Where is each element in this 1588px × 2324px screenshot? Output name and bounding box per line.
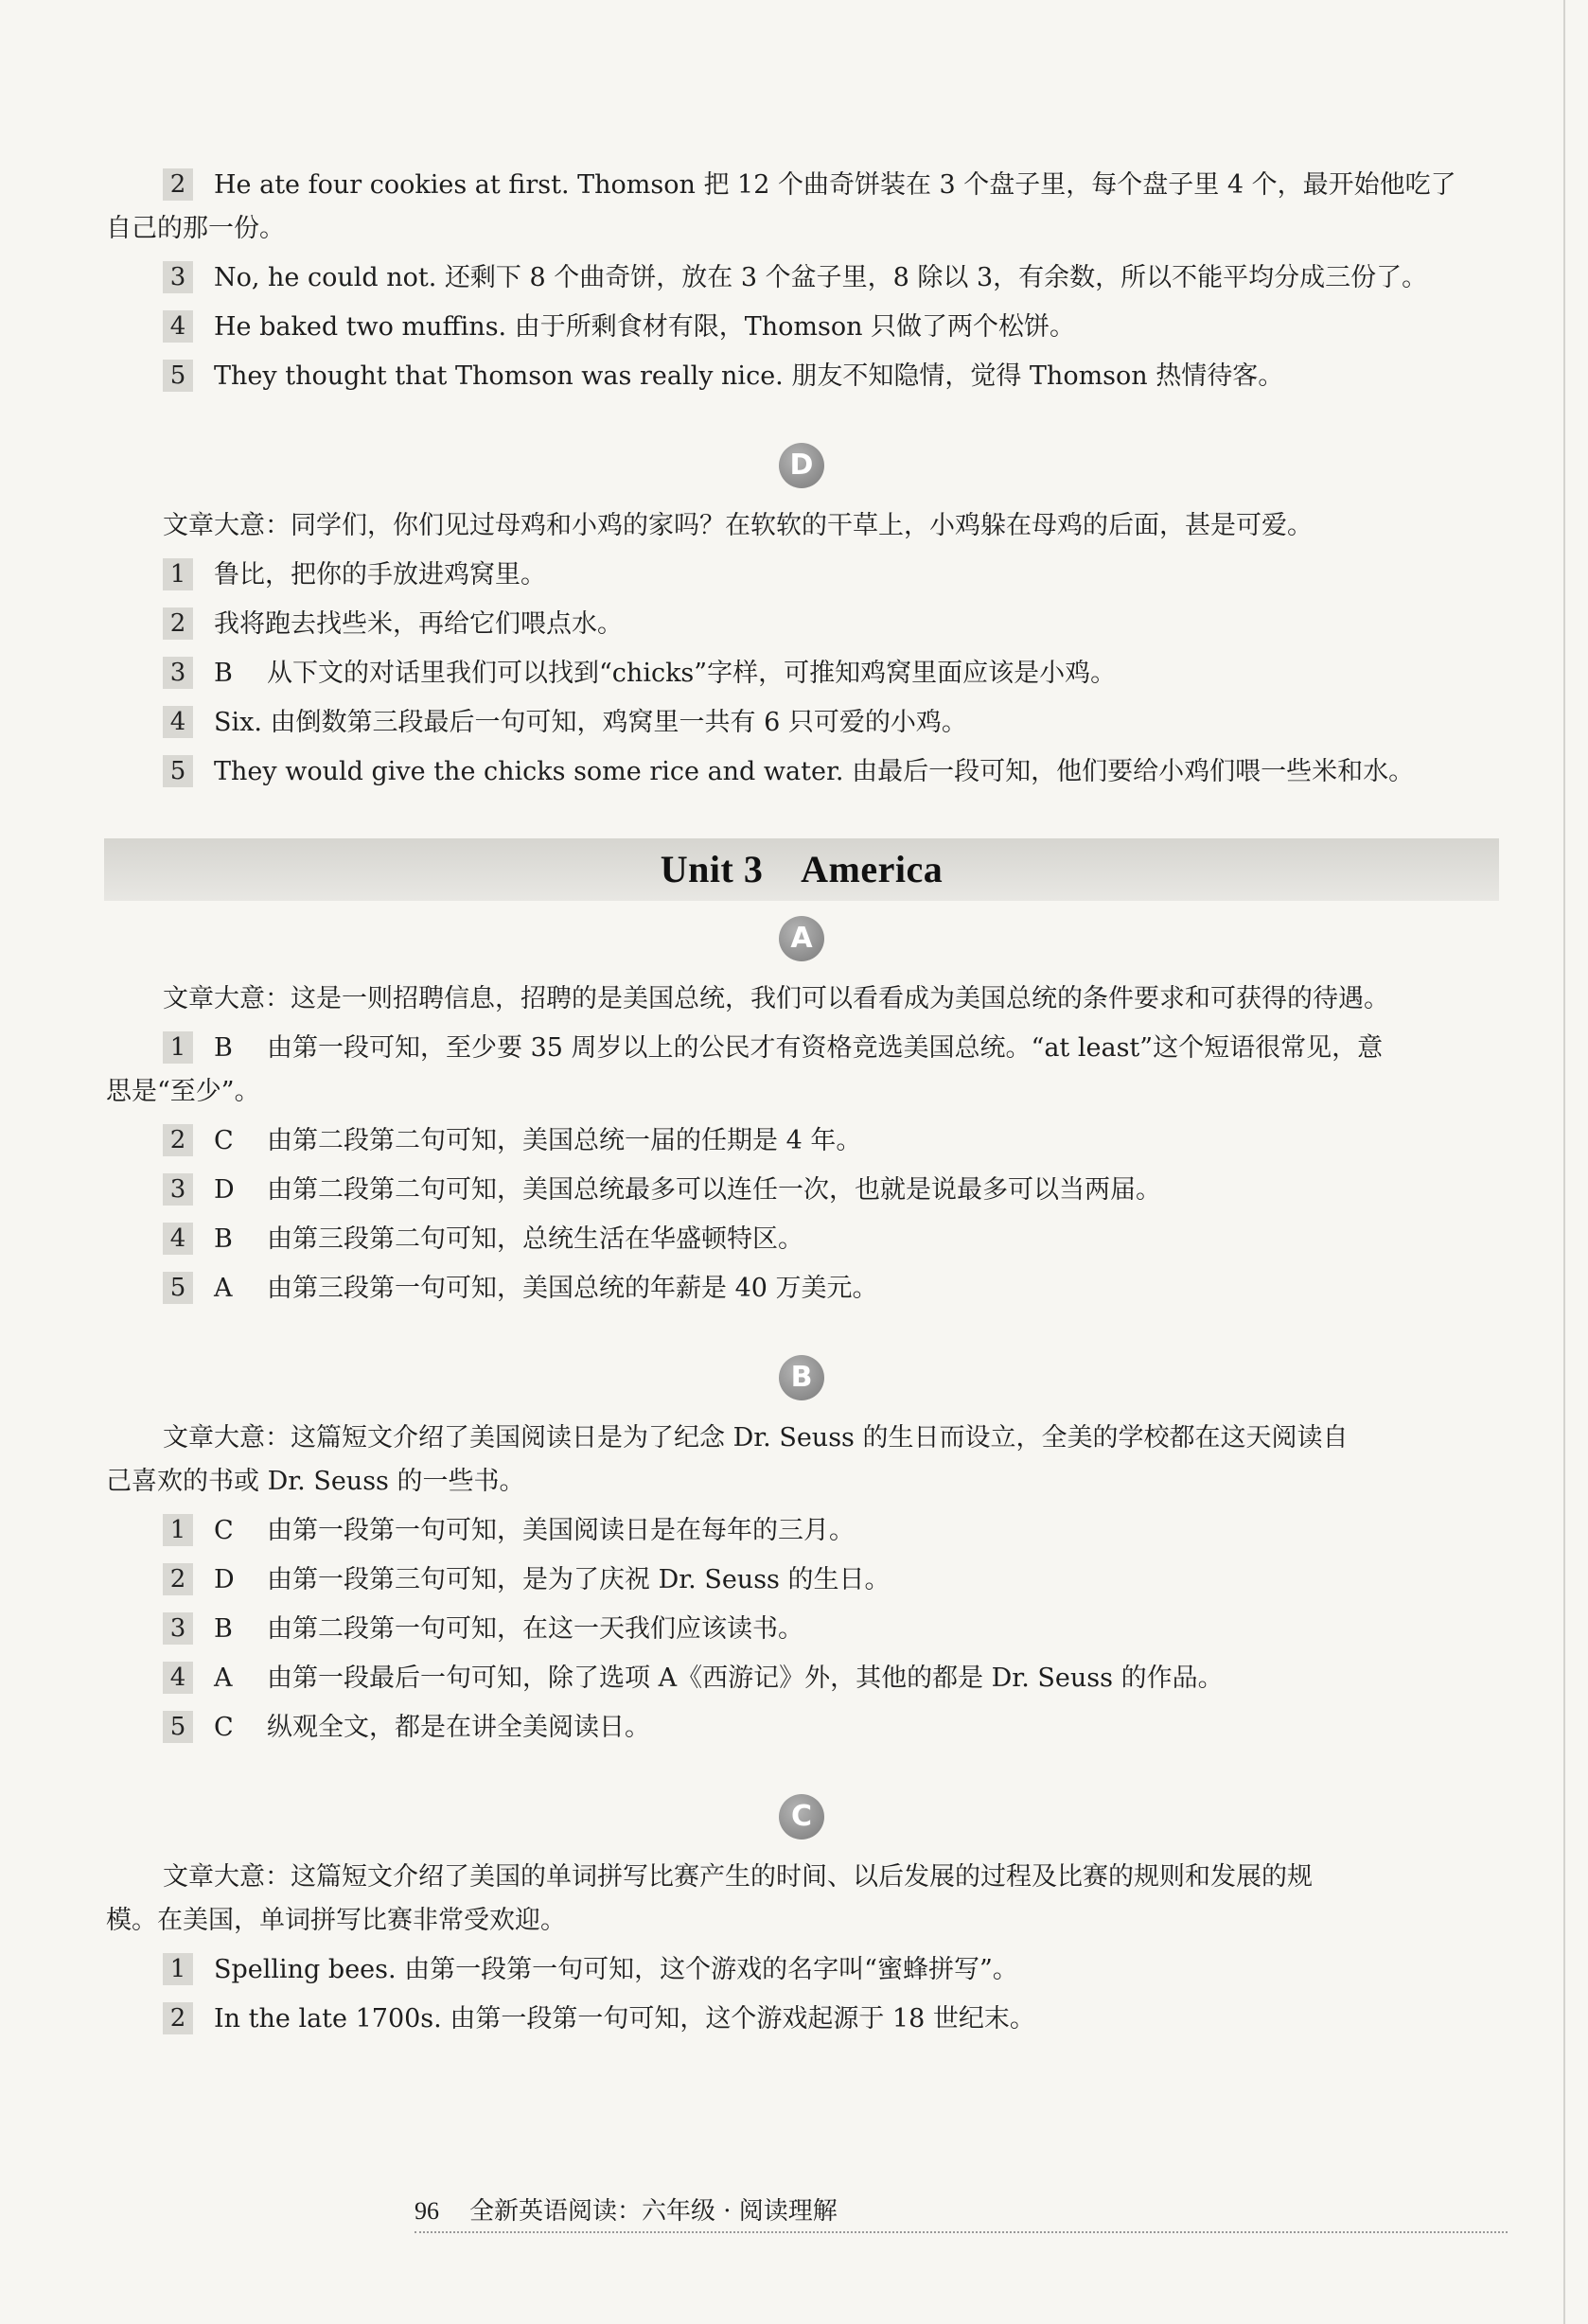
unit-title: Unit 3 America: [660, 848, 944, 890]
answer-row: [106, 706, 1497, 740]
section-c: [106, 1794, 1497, 2036]
article-gist-continuation: 己喜欢的书或 Dr. Seuss 的一些书。: [106, 1467, 525, 1496]
question-number: 2: [163, 168, 193, 201]
answer-row: [106, 1223, 1497, 1257]
page-edge-line: [1563, 0, 1565, 2324]
answer-letter: D: [214, 1565, 235, 1594]
answer-text: Six. 由倒数第三段最后一句可知，鸡窝里一共有 6 只可爱的小鸡。: [214, 708, 967, 737]
answer-text: 由第一段第三句可知，是为了庆祝 Dr. Seuss 的生日。: [267, 1565, 891, 1594]
answer-text: In the late 1700s. 由第一段第一句可知，这个游戏起源于 18 世纪末。: [214, 2004, 1035, 2034]
question-number: 4: [163, 310, 193, 343]
book-title: 全新英语阅读：六年级 · 阅读理解: [469, 2197, 838, 2226]
answer-row: [106, 168, 1497, 202]
answer-text: 由第二段第二句可知，美国总统最多可以连任一次，也就是说最多可以当两届。: [267, 1175, 1161, 1205]
answer-text: They would give the chicks some rice and water. 由最后一段可知，他们要给小鸡们喂一些米和水。: [214, 757, 1415, 786]
section-badge-b: B: [779, 1355, 824, 1400]
answer-text: He baked two muffins. 由于所剩食材有限，Thomson 只做了两个松饼。: [214, 312, 1076, 342]
answer-text: 由第三段第二句可知，总统生活在华盛顿特区。: [267, 1224, 803, 1254]
answer-row: [106, 1953, 1497, 1987]
section-d: [106, 443, 1497, 789]
answer-row: [106, 1272, 1497, 1306]
page-number: 96: [415, 2197, 439, 2225]
answer-text: Spelling bees. 由第一段第一句可知，这个游戏的名字叫“蜜蜂拼写”。: [214, 1955, 1018, 1984]
question-number: 5: [163, 360, 193, 392]
question-number: 2: [163, 2002, 193, 2034]
question-number: 1: [163, 558, 193, 590]
question-number: 1: [163, 1031, 193, 1064]
question-number: 3: [163, 1173, 193, 1206]
question-number: 5: [163, 1272, 193, 1304]
answer-row: [106, 310, 1497, 344]
answer-row: [106, 1711, 1497, 1745]
answer-text: 从下文的对话里我们可以找到“chicks”字样，可推知鸡窝里面应该是小鸡。: [267, 659, 1117, 688]
answer-letter: C: [214, 1516, 234, 1545]
answer-row: [106, 1124, 1497, 1158]
section-b: [106, 1355, 1497, 1745]
answer-row: [106, 1612, 1497, 1646]
answer-row: [106, 1563, 1497, 1597]
question-number: 5: [163, 755, 193, 787]
answer-letter: B: [214, 1614, 233, 1644]
section-badge-d: D: [779, 443, 824, 488]
answer-text: 纵观全文，都是在讲全美阅读日。: [267, 1713, 650, 1742]
question-number: 4: [163, 1223, 193, 1255]
answer-continuation: 自己的那一份。: [106, 214, 285, 243]
answer-row: [106, 1031, 1497, 1065]
question-number: 5: [163, 1711, 193, 1743]
content: [106, 168, 1497, 2051]
question-number: 1: [163, 1953, 193, 1985]
article-gist-continuation: 模。在美国，单词拼写比赛非常受欢迎。: [106, 1906, 566, 1935]
answer-text: 由第一段第一句可知，美国阅读日是在每年的三月。: [267, 1516, 855, 1545]
question-number: 1: [163, 1514, 193, 1546]
answer-letter: C: [214, 1713, 234, 1742]
answer-row: [106, 360, 1497, 394]
question-number: 2: [163, 1124, 193, 1156]
answer-letter: D: [214, 1175, 235, 1205]
answer-letter: C: [214, 1126, 234, 1155]
answer-letter: A: [214, 1664, 233, 1693]
question-number: 2: [163, 607, 193, 640]
question-number: 3: [163, 657, 193, 689]
article-gist: 文章大意：这篇短文介绍了美国的单词拼写比赛产生的时间、以后发展的过程及比赛的规则和发展的规: [163, 1862, 1313, 1892]
article-gist: 文章大意：同学们，你们见过母鸡和小鸡的家吗？在软软的干草上，小鸡躲在母鸡的后面，甚是可爱。: [163, 511, 1313, 540]
question-number: 2: [163, 1563, 193, 1595]
answer-row: [106, 657, 1497, 691]
answer-row: [106, 1662, 1497, 1696]
answer-letter: A: [214, 1274, 233, 1303]
answer-text: They thought that Thomson was really nice. 朋友不知隐情，觉得 Thomson 热情待客。: [214, 361, 1284, 391]
question-number: 4: [163, 1662, 193, 1694]
answer-row: [106, 2002, 1497, 2036]
answer-row: [106, 558, 1497, 592]
answer-text: 我将跑去找些米，再给它们喂点水。: [214, 609, 623, 639]
answer-text: 由第二段第一句可知，在这一天我们应该读书。: [267, 1614, 803, 1644]
article-gist: 文章大意：这是一则招聘信息，招聘的是美国总统，我们可以看看成为美国总统的条件要求和可获得的待遇。: [163, 984, 1389, 1013]
answer-text: 由第二段第二句可知，美国总统一届的任期是 4 年。: [267, 1126, 862, 1155]
answer-text: He ate four cookies at first. Thomson 把 12 个曲奇饼装在 3 个盘子里，每个盘子里 4 个，最开始他吃了: [214, 170, 1456, 200]
top-answers: [106, 168, 1497, 394]
question-number: 4: [163, 706, 193, 738]
answer-letter: B: [214, 659, 233, 688]
answer-row: [106, 607, 1497, 642]
section-a: [106, 916, 1497, 1306]
unit-title-bar: [104, 838, 1499, 901]
section-badge-a: A: [779, 916, 824, 961]
question-number: 3: [163, 261, 193, 293]
answer-row: [106, 755, 1497, 789]
page-footer: [415, 2195, 1508, 2233]
answer-row: [106, 1173, 1497, 1207]
answer-letter: B: [214, 1033, 233, 1063]
answer-text: 由第三段第一句可知，美国总统的年薪是 40 万美元。: [267, 1274, 878, 1303]
answer-row: [106, 1514, 1497, 1548]
answer-continuation: 思是“至少”。: [106, 1077, 260, 1106]
answer-text: 鲁比，把你的手放进鸡窝里。: [214, 560, 546, 590]
question-number: 3: [163, 1612, 193, 1645]
answer-letter: B: [214, 1224, 233, 1254]
answer-text: No, he could not. 还剩下 8 个曲奇饼，放在 3 个盆子里，8 除以 3，有余数，所以不能平均分成三份了。: [214, 263, 1428, 292]
section-badge-c: C: [779, 1794, 824, 1840]
answer-row: [106, 261, 1497, 295]
article-gist: 文章大意：这篇短文介绍了美国阅读日是为了纪念 Dr. Seuss 的生日而设立，全美的学校都在这天阅读自: [163, 1423, 1349, 1452]
answer-text: 由第一段最后一句可知，除了选项 A《西游记》外，其他的都是 Dr. Seuss 的作品。: [267, 1664, 1224, 1693]
answer-text: 由第一段可知，至少要 35 周岁以上的公民才有资格竞选美国总统。“at least”这个短语很常见，意: [267, 1033, 1384, 1063]
